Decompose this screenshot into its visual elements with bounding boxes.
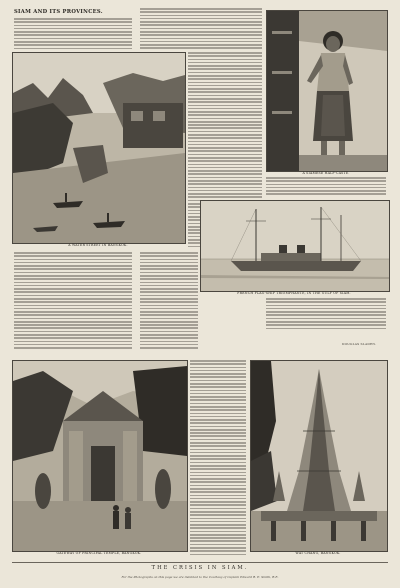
photo-credit-note: For the Photographs on this page we are indebted to the Courtesy of Captain Edward R. E. Smith, R.E. xyxy=(121,575,279,579)
wat-chang-caption: WAT CHANG, BANGKOK. xyxy=(295,551,341,555)
text-column-1-top xyxy=(14,18,132,52)
article-heading: SIAM AND ITS PROVINCES. xyxy=(14,9,103,15)
author-signature: DOUGLAS SLADEN. xyxy=(342,342,377,346)
text-column-2-bottom xyxy=(190,360,246,558)
page-title: THE CRISIS IN SIAM. xyxy=(151,565,249,571)
text-column-3-lower xyxy=(266,298,386,340)
half-caste-caption: A SIAMESE HALF-CASTE. xyxy=(302,171,350,175)
text-column-3-top xyxy=(266,177,386,199)
water-street-photo xyxy=(12,52,186,244)
text-column-2-top xyxy=(140,8,262,52)
text-column-2-lower xyxy=(140,252,198,352)
wat-chang-photo xyxy=(250,360,388,552)
flagship-caption: FRENCH FLAG-SHIP TRIOMPHANTE, IN THE GULF OF SIAM. xyxy=(237,291,351,295)
footer-rule xyxy=(12,562,388,563)
text-column-1-lower xyxy=(14,252,132,352)
gateway-photo xyxy=(12,360,188,552)
siamese-half-caste-photo xyxy=(266,10,388,172)
gateway-caption: GATEWAY OF PRINCIPAL TEMPLE, BANGKOK. xyxy=(56,551,142,555)
flagship-photo xyxy=(200,200,390,292)
water-street-caption: A WATER STREET IN BANGKOK. xyxy=(68,243,128,247)
